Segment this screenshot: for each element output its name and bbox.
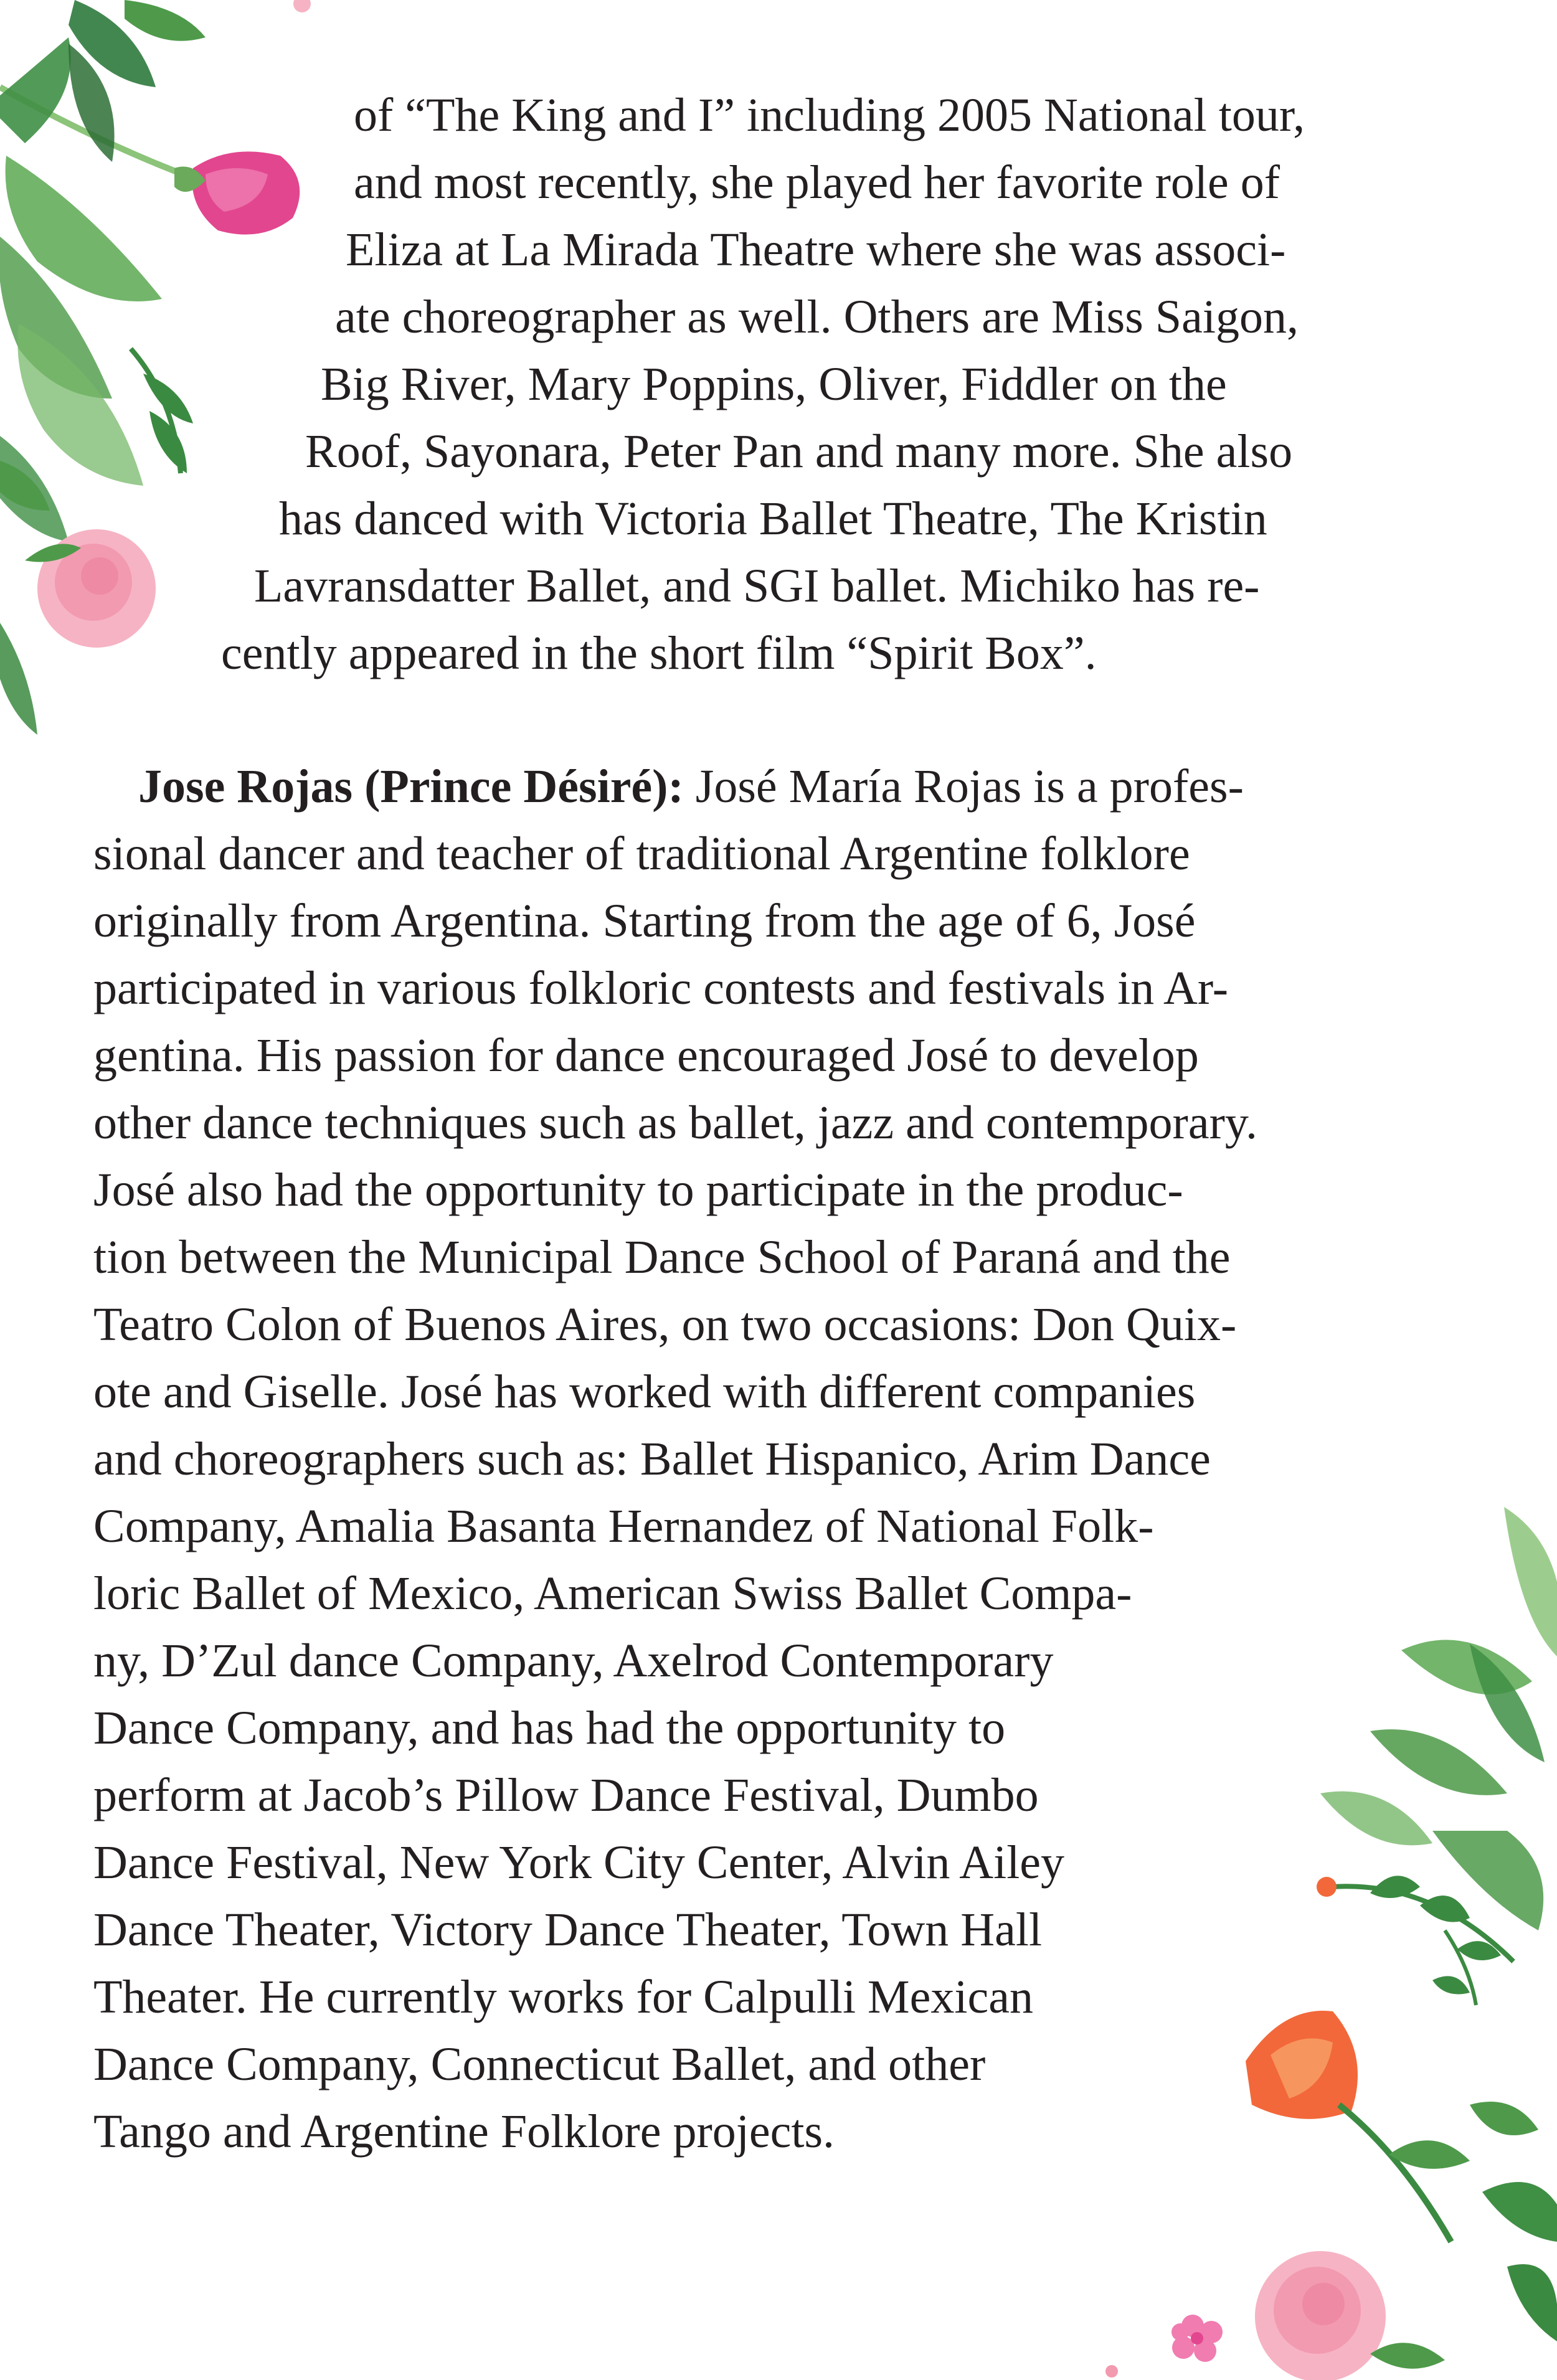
bio-line: ate choreographer as well. Others are Miss Saigon, <box>335 291 1299 343</box>
bio-line: Dance Festival, New York City Center, Alvin Ailey <box>93 1836 1065 1889</box>
bio-line: ny, D’Zul dance Company, Axelrod Contemporary <box>93 1635 1054 1687</box>
bio-line: Dance Company, and has had the opportunity to <box>93 1702 1006 1754</box>
bio-line: Roof, Sayonara, Peter Pan and many more. She also <box>305 425 1293 478</box>
bio-line: other dance techniques such as ballet, jazz and contemporary. <box>93 1097 1257 1149</box>
performer-name-role: Jose Rojas (Prince Désiré): <box>138 760 684 813</box>
bio-line: Dance Theater, Victory Dance Theater, Town Hall <box>93 1904 1043 1956</box>
bio-line: José also had the opportunity to participate in the produc- <box>93 1164 1183 1216</box>
bio-line: gentina. His passion for dance encouraged José to develop <box>93 1029 1199 1082</box>
bio-line: ote and Giselle. José has worked with different companies <box>93 1366 1196 1418</box>
bio-first-line <box>138 755 1244 818</box>
bio-line: Lavransdatter Ballet, and SGI ballet. Michiko has re- <box>254 560 1260 612</box>
bio-line: cently appeared in the short film “Spirit Box”. <box>221 627 1097 679</box>
bio-line: sional dancer and teacher of traditional Argentine folklore <box>93 828 1190 880</box>
bio-line: loric Ballet of Mexico, American Swiss Ballet Compa- <box>93 1567 1132 1620</box>
bio-line: Company, Amalia Basanta Hernandez of National Folk- <box>93 1500 1154 1552</box>
bio-line: has danced with Victoria Ballet Theatre, The Kristin <box>279 493 1267 545</box>
bio-line: and choreographers such as: Ballet Hispanico, Arim Dance <box>93 1433 1211 1485</box>
bottom-right-floral-icon <box>1105 1507 1557 2380</box>
bio-line: Teatro Colon of Buenos Aires, on two occasions: Don Quix- <box>93 1298 1237 1351</box>
bio-line: Theater. He currently works for Calpulli Mexican <box>93 1971 1033 2023</box>
bio-line: Dance Company, Connecticut Ballet, and other <box>93 2038 986 2090</box>
bio-line: of “The King and I” including 2005 National tour, <box>354 89 1305 141</box>
bio-line: originally from Argentina. Starting from the age of 6, José <box>93 895 1196 947</box>
bio-line: Big River, Mary Poppins, Oliver, Fiddler on the <box>321 358 1227 410</box>
bio-text: José María Rojas is a profes- <box>683 760 1244 813</box>
bio-line: Tango and Argentine Folklore projects. <box>93 2105 835 2158</box>
bio-line: Eliza at La Mirada Theatre where she was associ- <box>346 224 1286 276</box>
bio-line: participated in various folkloric contests and festivals in Ar- <box>93 962 1228 1014</box>
bio-line: tion between the Municipal Dance School of Paraná and the <box>93 1231 1231 1283</box>
bio-line: perform at Jacob’s Pillow Dance Festival, Dumbo <box>93 1769 1039 1821</box>
bio-line: and most recently, she played her favorite role of <box>354 156 1280 209</box>
